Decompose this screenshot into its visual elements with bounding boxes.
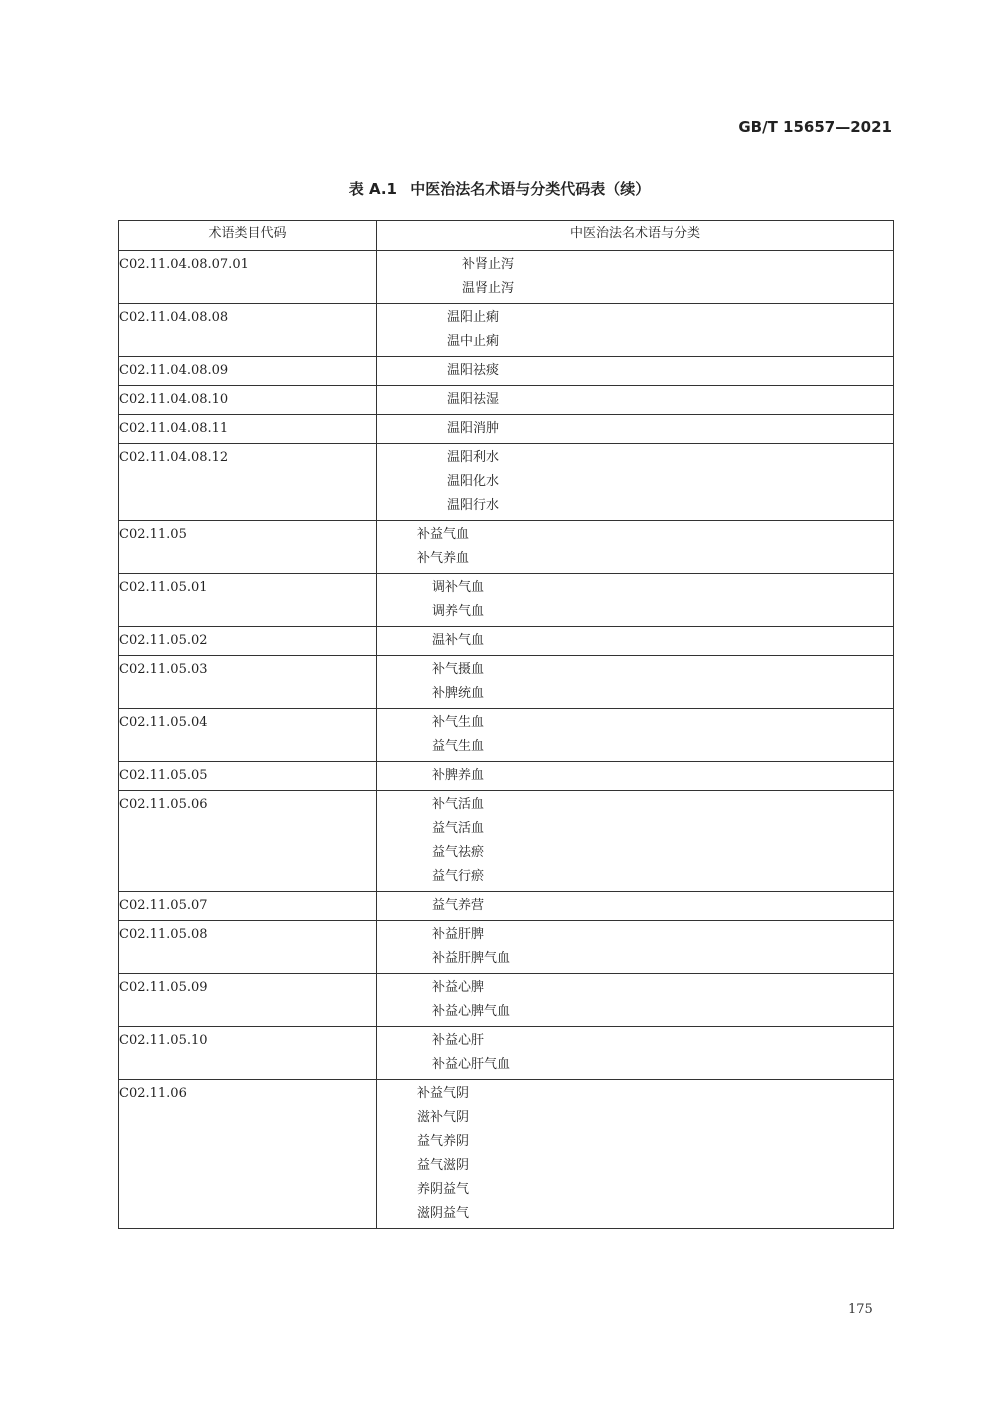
term-name: 温中止痢 <box>447 334 500 349</box>
term-name: 补气活血 <box>432 797 485 812</box>
term-list <box>377 974 894 1027</box>
table-row <box>119 974 894 1027</box>
term-name: 滋阴益气 <box>417 1206 470 1221</box>
term-name: 温阳化水 <box>447 474 500 489</box>
term-name: 滋补气阴 <box>417 1110 470 1125</box>
term-list <box>377 709 894 762</box>
term-list <box>377 762 894 791</box>
term-name: 补益肝脾 <box>432 927 485 942</box>
term-name: 调养气血 <box>432 604 485 619</box>
table-caption <box>0 178 999 199</box>
term-list <box>377 444 894 521</box>
term-list <box>377 415 894 444</box>
term-list <box>377 304 894 357</box>
term-list <box>377 791 894 892</box>
table-body <box>119 251 894 1229</box>
table-row <box>119 656 894 709</box>
term-name: 补益心脾 <box>432 980 485 995</box>
term-list <box>377 251 894 304</box>
term-name: 补益气阴 <box>417 1086 470 1101</box>
term-name: 调补气血 <box>432 580 485 595</box>
term-category-code: C02.11.06 <box>119 1080 377 1229</box>
standard-number: GB/T 15657—2021 <box>738 118 892 136</box>
table-row <box>119 762 894 791</box>
term-name: 益气活血 <box>432 821 485 836</box>
term-name: 补益心肝 <box>432 1033 485 1048</box>
table-row <box>119 444 894 521</box>
term-category-code: C02.11.05.10 <box>119 1027 377 1080</box>
table-row <box>119 521 894 574</box>
term-name: 益气行瘀 <box>432 869 485 884</box>
term-category-code: C02.11.04.08.10 <box>119 386 377 415</box>
classification-code-table <box>118 220 894 1229</box>
term-name: 温肾止泻 <box>462 281 515 296</box>
term-name: 补肾止泻 <box>462 257 515 272</box>
term-list <box>377 921 894 974</box>
term-name: 益气养营 <box>432 898 485 913</box>
term-list <box>377 656 894 709</box>
table-row <box>119 1027 894 1080</box>
term-list <box>377 357 894 386</box>
table-row <box>119 251 894 304</box>
term-name: 补益心脾气血 <box>432 1004 511 1019</box>
table-row <box>119 357 894 386</box>
term-name: 养阴益气 <box>417 1182 470 1197</box>
term-category-code: C02.11.04.08.12 <box>119 444 377 521</box>
term-list <box>377 1027 894 1080</box>
term-name: 益气生血 <box>432 739 485 754</box>
term-category-code: C02.11.04.08.09 <box>119 357 377 386</box>
term-category-code: C02.11.05.03 <box>119 656 377 709</box>
term-category-code: C02.11.05.02 <box>119 627 377 656</box>
term-list <box>377 574 894 627</box>
term-list <box>377 1080 894 1229</box>
term-name: 温阳利水 <box>447 450 500 465</box>
table-row <box>119 304 894 357</box>
table-row <box>119 892 894 921</box>
term-name: 温阳止痢 <box>447 310 500 325</box>
term-name: 温阳祛湿 <box>447 392 500 407</box>
term-category-code: C02.11.05.04 <box>119 709 377 762</box>
term-category-code: C02.11.05 <box>119 521 377 574</box>
term-name: 温补气血 <box>432 633 485 648</box>
table-row <box>119 921 894 974</box>
term-name: 温阳行水 <box>447 498 500 513</box>
term-name: 益气滋阴 <box>417 1158 470 1173</box>
term-name: 补气摄血 <box>432 662 485 677</box>
column-header-terms: 中医治法名术语与分类 <box>377 221 894 251</box>
term-name: 补益心肝气血 <box>432 1057 511 1072</box>
term-name: 补气养血 <box>417 551 470 566</box>
term-category-code: C02.11.04.08.08 <box>119 304 377 357</box>
term-name: 温阳消肿 <box>447 421 500 436</box>
term-name: 补益肝脾气血 <box>432 951 511 966</box>
table-row <box>119 709 894 762</box>
page-number: 175 <box>848 1302 873 1317</box>
term-list <box>377 521 894 574</box>
term-name: 补气生血 <box>432 715 485 730</box>
table-row <box>119 1080 894 1229</box>
term-name: 补脾统血 <box>432 686 485 701</box>
table-row <box>119 386 894 415</box>
table-row <box>119 791 894 892</box>
term-name: 益气祛瘀 <box>432 845 485 860</box>
term-category-code: C02.11.04.08.11 <box>119 415 377 444</box>
term-list <box>377 386 894 415</box>
table-caption-label: 表 A.1 <box>348 180 397 198</box>
table-caption-title: 中医治法名术语与分类代码表（续） <box>410 180 651 198</box>
table-row <box>119 415 894 444</box>
term-name: 补脾养血 <box>432 768 485 783</box>
term-category-code: C02.11.04.08.07.01 <box>119 251 377 304</box>
term-category-code: C02.11.05.08 <box>119 921 377 974</box>
term-list <box>377 892 894 921</box>
table-row <box>119 574 894 627</box>
term-category-code: C02.11.05.05 <box>119 762 377 791</box>
table-header-row <box>119 221 894 251</box>
term-category-code: C02.11.05.06 <box>119 791 377 892</box>
term-list <box>377 627 894 656</box>
term-category-code: C02.11.05.09 <box>119 974 377 1027</box>
term-category-code: C02.11.05.01 <box>119 574 377 627</box>
term-name: 补益气血 <box>417 527 470 542</box>
term-name: 温阳祛痰 <box>447 363 500 378</box>
term-name: 益气养阴 <box>417 1134 470 1149</box>
column-header-code: 术语类目代码 <box>119 221 377 251</box>
term-category-code: C02.11.05.07 <box>119 892 377 921</box>
table-row <box>119 627 894 656</box>
